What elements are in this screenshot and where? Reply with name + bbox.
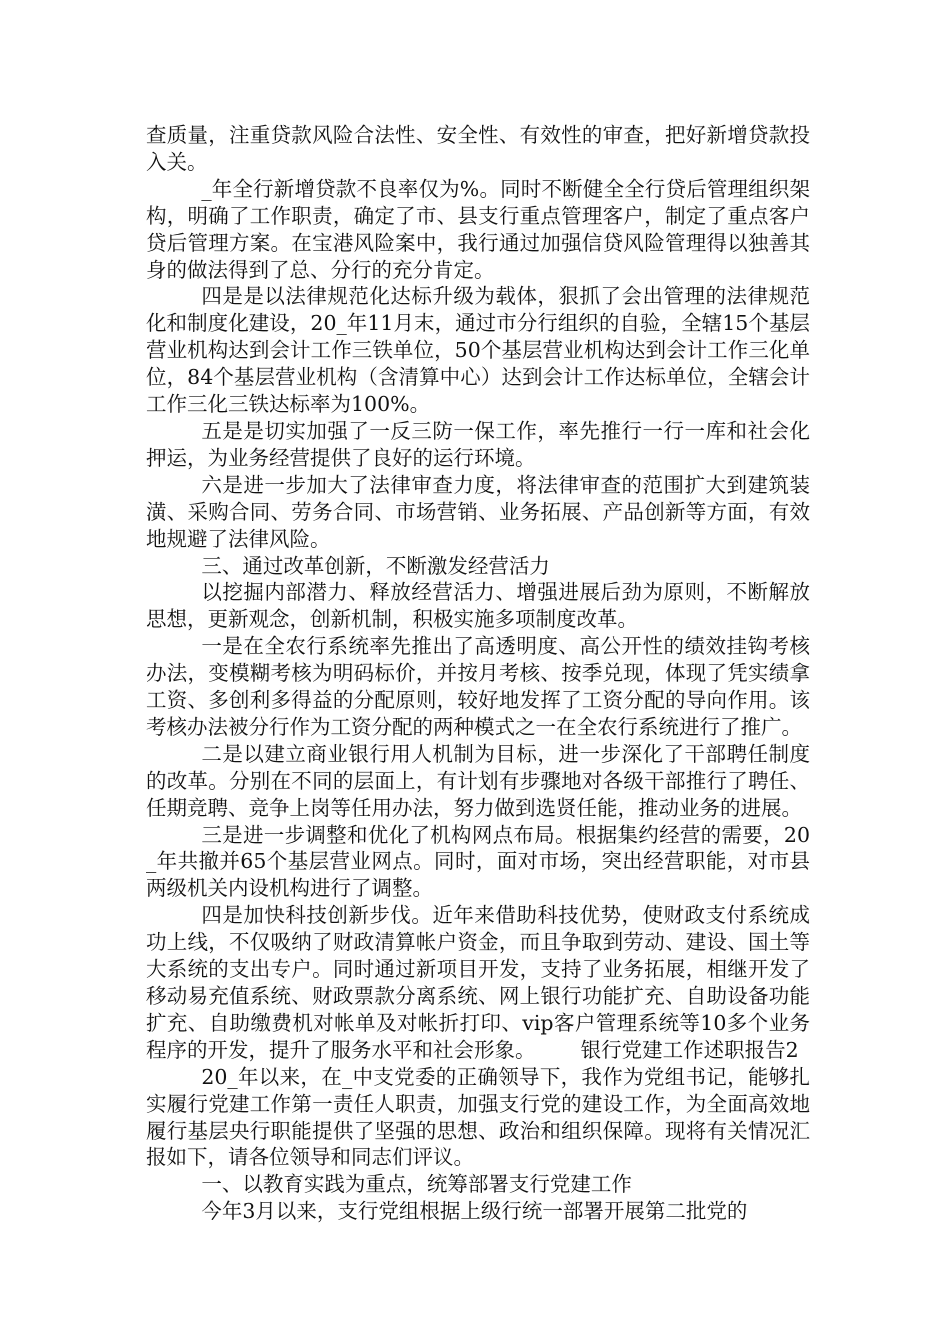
paragraph: 以挖掘内部潜力、释放经营活力、增强进展后劲为原则，不断解放思想，更新观念，创新机制，积极实施多项制度改革。 <box>146 580 810 632</box>
section-heading: 三、通过改革创新，不断激发经营活力 <box>201 553 550 578</box>
paragraph-text: 四是加快科技创新步伐。近年来借助科技优势，使财政支付系统成功上线，不仅吸纳了财政清算帐户资金，而且争取到劳动、建设、国土等大系统的支出专户。同时通过新项目开发，支持了业务拓展，相继开发了移动易充值系统、财政票款分离系统、网上银行功能扩充、自助设备功能扩充、自助缴费机对帐单及对帐折打印、vip客户管理系统等10多个业务程序的开发，提升了服务水平和社会形象。 <box>146 903 810 1062</box>
paragraph: 三是进一步调整和优化了机构网点布局。根据集约经营的需要，20_年共撤并65个基层营业网点。同时，面对市场，突出经营职能，对市县两级机关内设机构进行了调整。 <box>146 822 810 901</box>
paragraph: 一是在全农行系统率先推出了高透明度、高公开性的绩效挂钩考核办法，变模糊考核为明码标价，并按月考核、按季兑现，体现了凭实绩拿工资、多创利多得益的分配原则，较好地发挥了工资分配的导向作用。该考核办法被分行作为工资分配的两种模式之一在全农行系统进行了推广。 <box>146 634 810 739</box>
paragraph: 二是以建立商业银行用人机制为目标，进一步深化了干部聘任制度的改革。分别在不同的层面上，有计划有步骤地对各级干部推行了聘任、任期竞聘、竞争上岗等任用办法，努力做到选贤任能，推动业务的进展。 <box>146 741 810 820</box>
paragraph: 四是是以法律规范化达标升级为载体，狠抓了会出管理的法律规范化和制度化建设，20_年11月末，通过市分行组织的自验，全辖15个基层营业机构达到会计工作三铁单位，50个基层营业机构达到会计工作三化单位，84个基层营业机构（含清算中心）达到会计工作达标单位，全辖会计工作三化三铁达标率为100%。 <box>146 284 810 417</box>
paragraph-with-inline-title <box>146 902 810 1063</box>
paragraph: 20_年以来，在_中支党委的正确领导下，我作为党组书记，能够扎实履行党建工作第一责任人职责，加强支行党的建设工作，为全面高效地履行基层央行职能提供了坚强的思想、政治和组织保障。现将有关情况汇报如下，请各位领导和同志们评议。 <box>146 1064 810 1170</box>
report-title: 银行党建工作述职报告2 <box>580 1037 799 1062</box>
paragraph: 五是是切实加强了一反三防一保工作，率先推行一行一库和社会化押运，为业务经营提供了良好的运行环境。 <box>146 418 810 470</box>
document-body <box>146 122 810 1225</box>
paragraph: 查质量，注重贷款风险合法性、安全性、有效性的审查，把好新增贷款投入关。 <box>146 123 810 174</box>
section-heading: 一、以教育实践为重点，统筹部署支行党建工作 <box>201 1172 632 1197</box>
paragraph: 六是进一步加大了法律审查力度，将法律审查的范围扩大到建筑装潢、采购合同、劳务合同、市场营销、业务拓展、产品创新等方面，有效地规避了法律风险。 <box>146 472 810 551</box>
paragraph: 今年3月以来，支行党组根据上级行统一部署开展第二批党的 <box>201 1199 748 1224</box>
paragraph: _年全行新增贷款不良率仅为%。同时不断健全全行贷后管理组织架构，明确了工作职责，确定了市、县支行重点管理客户，制定了重点客户贷后管理方案。在宝港风险案中，我行通过加强信贷风险管理得以独善其身的做法得到了总、分行的充分肯定。 <box>146 176 810 282</box>
